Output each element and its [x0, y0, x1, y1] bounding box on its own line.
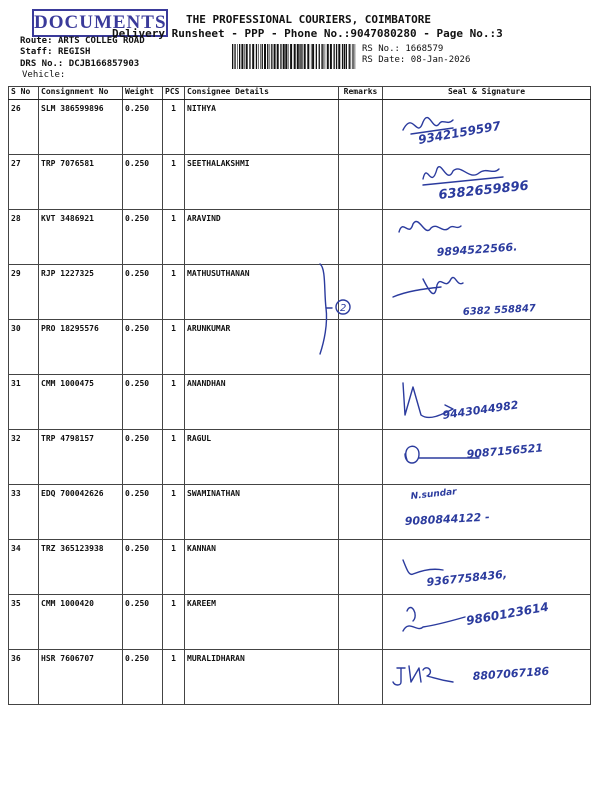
row-sno: 30 — [9, 320, 39, 375]
consignment-no: CMM 1000420 — [39, 595, 123, 650]
row-sno: 31 — [9, 375, 39, 430]
consignee-name: RAGUL — [185, 430, 339, 485]
weight-value: 0.250 — [123, 155, 163, 210]
signature-scribble — [383, 155, 591, 209]
remarks-cell — [339, 430, 383, 485]
pcs-value: 1 — [163, 210, 185, 265]
handwritten-phone: 9443044982 — [441, 398, 520, 422]
signature-cell — [383, 210, 591, 265]
table-row — [9, 210, 591, 265]
remarks-cell — [339, 650, 383, 705]
table-row — [9, 320, 591, 375]
runsheet-table — [8, 86, 591, 705]
route-label: Route: — [20, 36, 53, 46]
row-sno: 36 — [9, 650, 39, 705]
weight-value: 0.250 — [123, 485, 163, 540]
signature-scribble — [383, 595, 591, 649]
staff-label: Staff: — [20, 47, 53, 57]
signature-cell — [383, 650, 591, 705]
signature-scribble — [383, 430, 591, 484]
signature-stroke — [399, 222, 461, 232]
col-consignment: Consignment No — [39, 87, 123, 100]
pcs-value: 1 — [163, 485, 185, 540]
remarks-cell — [339, 485, 383, 540]
row-sno: 26 — [9, 100, 39, 155]
signature-scribble — [383, 485, 591, 539]
table-row — [9, 540, 591, 595]
consignment-no: TRP 4798157 — [39, 430, 123, 485]
col-sno: S No — [9, 87, 39, 100]
signature-scribble — [383, 100, 591, 154]
consignee-name: ARAVIND — [185, 210, 339, 265]
signature-cell — [383, 430, 591, 485]
handwritten-phone: 9367758436, — [425, 567, 508, 589]
weight-value: 0.250 — [123, 320, 163, 375]
consignment-no: RJP 1227325 — [39, 265, 123, 320]
table-row — [9, 155, 591, 210]
signature-cell — [383, 485, 591, 540]
row-sno: 29 — [9, 265, 39, 320]
rs-no-label: RS No.: — [362, 44, 400, 54]
consignee-name: MURALIDHARAN — [185, 650, 339, 705]
pcs-value: 1 — [163, 155, 185, 210]
rs-no-value: 1668579 — [405, 44, 444, 54]
table-row — [9, 430, 591, 485]
signature-scribble — [383, 650, 591, 704]
signature-cell — [383, 100, 591, 155]
pcs-value: 1 — [163, 375, 185, 430]
col-weight: Weight — [123, 87, 163, 100]
signature-stroke — [403, 608, 465, 632]
consignee-name: ANANDHAN — [185, 375, 339, 430]
row-sno: 35 — [9, 595, 39, 650]
consignment-no: TRZ 365123938 — [39, 540, 123, 595]
signature-scribble — [383, 375, 591, 429]
signature-stroke — [403, 560, 443, 574]
rs-date-label: RS Date: — [362, 55, 406, 65]
remarks-bracket — [316, 262, 366, 357]
weight-value: 0.250 — [123, 375, 163, 430]
consignment-no: SLM 386599896 — [39, 100, 123, 155]
handwritten-phone: 9087156521 — [466, 441, 544, 461]
handwritten-name: N.sundar — [410, 487, 458, 502]
signature-cell — [383, 155, 591, 210]
company-name: THE PROFESSIONAL COURIERS, COIMBATORE — [186, 13, 432, 26]
signature-stroke — [393, 666, 453, 685]
weight-value: 0.250 — [123, 430, 163, 485]
pcs-value: 1 — [163, 265, 185, 320]
rs-date-value: 08-Jan-2026 — [410, 55, 471, 65]
row-sno: 33 — [9, 485, 39, 540]
weight-value: 0.250 — [123, 650, 163, 705]
table-row — [9, 375, 591, 430]
consignee-name: NITHYA — [185, 100, 339, 155]
rs-no-line — [362, 44, 443, 54]
runsheet-subtitle: Delivery Runsheet - PPP - Phone No.:9047080280 - Page No.:3 — [112, 27, 503, 40]
signature-cell — [383, 375, 591, 430]
remarks-cell — [339, 210, 383, 265]
drs-line — [20, 59, 139, 69]
table-row — [9, 265, 591, 320]
consignment-no: PRO 18295576 — [39, 320, 123, 375]
consignee-name: SWAMINATHAN — [185, 485, 339, 540]
row-sno: 28 — [9, 210, 39, 265]
handwritten-phone: 8807067186 — [472, 664, 550, 683]
consignment-no: CMM 1000475 — [39, 375, 123, 430]
table-row — [9, 100, 591, 155]
remarks-cell — [339, 155, 383, 210]
route-value: ARTS COLLEG ROAD — [57, 36, 145, 46]
staff-value: REGISH — [57, 47, 91, 57]
col-pcs: PCS — [163, 87, 185, 100]
consignee-name: KANNAN — [185, 540, 339, 595]
signature-scribble — [383, 265, 591, 319]
consignee-name: ARUNKUMAR — [185, 320, 339, 375]
staff-line — [20, 47, 90, 57]
row-sno: 32 — [9, 430, 39, 485]
weight-value: 0.250 — [123, 265, 163, 320]
pcs-value: 1 — [163, 540, 185, 595]
weight-value: 0.250 — [123, 540, 163, 595]
col-remarks: Remarks — [339, 87, 383, 100]
weight-value: 0.250 — [123, 595, 163, 650]
col-signature: Seal & Signature — [383, 87, 591, 100]
table-header-row — [9, 87, 591, 100]
signature-cell — [383, 540, 591, 595]
weight-value: 0.250 — [123, 100, 163, 155]
col-consignee: Consignee Details — [185, 87, 339, 100]
route-line — [20, 36, 145, 46]
signature-stroke — [393, 277, 463, 297]
remarks-mark: 2 — [340, 303, 347, 314]
handwritten-phone: 9342159597 — [417, 118, 502, 147]
table-row — [9, 595, 591, 650]
handwritten-phone: 6382 558847 — [462, 303, 537, 318]
signature-cell — [383, 265, 591, 320]
signature-cell — [383, 595, 591, 650]
consignee-name: SEETHALAKSHMI — [185, 155, 339, 210]
table-row — [9, 650, 591, 705]
row-sno: 34 — [9, 540, 39, 595]
pcs-value: 1 — [163, 595, 185, 650]
pcs-value: 1 — [163, 650, 185, 705]
consignment-no: EDQ 700042626 — [39, 485, 123, 540]
documents-stamp: DOCUMENTS — [32, 9, 168, 37]
consignee-name: KAREEM — [185, 595, 339, 650]
pcs-value: 1 — [163, 100, 185, 155]
vehicle-label: Vehicle: — [22, 70, 66, 80]
remarks-cell — [339, 100, 383, 155]
drs-label: DRS No.: — [20, 59, 64, 69]
barcode — [232, 44, 356, 69]
consignment-no: HSR 7606707 — [39, 650, 123, 705]
handwritten-phone: 9894522566. — [436, 240, 518, 259]
handwritten-phone: 9080844122 - — [404, 510, 490, 528]
remarks-cell — [339, 375, 383, 430]
consignment-no: KVT 3486921 — [39, 210, 123, 265]
consignee-name: MATHUSUTHANAN — [185, 265, 339, 320]
signature-scribble — [383, 540, 591, 594]
row-sno: 27 — [9, 155, 39, 210]
pcs-value: 1 — [163, 430, 185, 485]
pcs-value: 1 — [163, 320, 185, 375]
weight-value: 0.250 — [123, 210, 163, 265]
handwritten-phone: 9860123614 — [465, 599, 550, 628]
rs-date-line — [362, 55, 470, 65]
remarks-cell — [339, 595, 383, 650]
handwritten-phone: 6382659896 — [437, 178, 530, 203]
remarks-cell — [339, 540, 383, 595]
drs-value: DCJB166857903 — [68, 59, 140, 69]
consignment-no: TRP 7076581 — [39, 155, 123, 210]
signature-cell — [383, 320, 591, 375]
signature-scribble — [383, 210, 591, 264]
table-row — [9, 485, 591, 540]
